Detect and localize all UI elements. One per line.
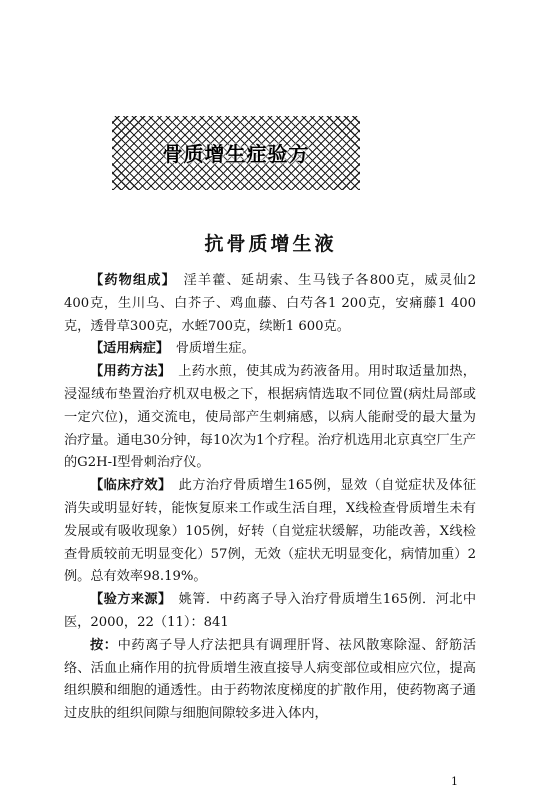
note-text: 中药离子导人疗法把具有调理肝肾、祛风散寒除湿、舒筋活络、活血止痛作用的抗骨质增生液直接导人病变部位或相应穴位，提高组织膜和细胞的通透性。由于药物浓度梯度的扩散作用，使药物离子通过皮肤的组织间隙与细胞间隙较多进入体内， bbox=[64, 637, 477, 722]
banner-title: 骨质增生症验方 bbox=[162, 142, 310, 166]
section-text: 淫羊藿、延胡索、生马钱子各800克，威灵仙2 400克，生川乌、白芥子、鸡血藤、白芍各1 200克，安痛藤1 400克，透骨草300克，水蛭700克，续断1 600克。 bbox=[64, 273, 476, 334]
article-title: 抗骨质增生液 bbox=[204, 233, 337, 255]
section-label: 【验方来源】 bbox=[90, 592, 166, 608]
section-label: 【药物组成】 bbox=[90, 273, 170, 288]
section-text: 姚箐．中药离子导入治疗骨质增生165例．河北中医，2000，22（11）：841 bbox=[64, 592, 477, 630]
page-number: 1 bbox=[451, 775, 458, 788]
section-note bbox=[64, 635, 476, 726]
section-label: 【适用病症】 bbox=[90, 341, 163, 357]
section-text: 此方治疗骨质增生165例，显效（自觉症状及体征消失或明显好转，能恢复原来工作或生活自理，X线检查骨质增生未有发展或有吸收现象）105例，好转（自觉症状缓解，功能改善，X线检查骨质较前无明显变化）57例，无效（症状无明显变化，病情加重）2例。总有效率98.19%。 bbox=[64, 478, 477, 585]
note-label: 按： bbox=[90, 637, 118, 653]
section-efficacy bbox=[64, 475, 476, 589]
section-label: 【用药方法】 bbox=[90, 364, 165, 380]
section-source bbox=[64, 589, 476, 635]
section-indication bbox=[64, 338, 476, 361]
section-text: 上药水煎，使其成为药液备用。用时取适量加热，浸湿绒布垫置治疗机双电极之下，根据病情选取不同位置(病灶局部或一定穴位)，通交流电，使局部产生刺痛感，以病人能耐受的最大量为治疗量。通电30分钟，每10次为1个疗程。治疗机选用北京真空厂生产的G2H-Ⅰ型骨刺治疗仪。 bbox=[64, 364, 476, 471]
section-composition bbox=[64, 270, 476, 338]
section-banner bbox=[112, 116, 360, 190]
section-usage bbox=[64, 361, 476, 475]
section-text: 骨质增生症。 bbox=[162, 341, 255, 357]
article-body bbox=[64, 270, 476, 726]
section-label: 【临床疗效】 bbox=[90, 478, 166, 494]
